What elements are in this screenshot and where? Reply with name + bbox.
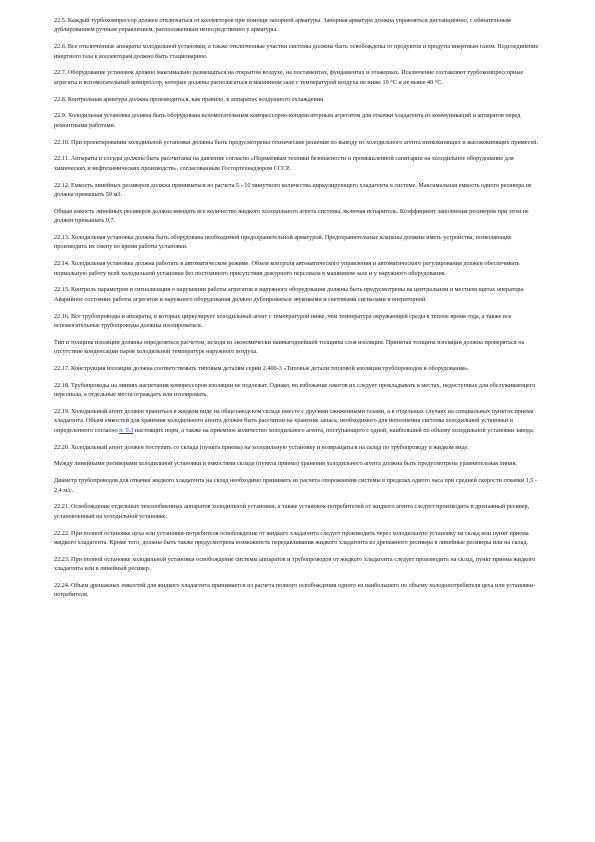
paragraph-22-9: 22.9. Холодильная установка должна быть оборудована вспомогательным компрессорно-конденсаторным агрегатом для откачки хладагента из коммуникаций и аппаратов перед ремонтными работами. (54, 112, 521, 129)
paragraph-22-8: 22.8. Контрольная арматура должна производиться, как правило, в аппаратах воздушного охлаждения. (54, 95, 325, 103)
paragraph-22-11: 22.11. Аппараты и сосуды должны быть рассчитаны на давление согласно «Нормативам техники безопасности и промышленной санитарии на холодильное оборудование для химических и нефтехимических производств», согласованным Госгортехнадзором СССР. (54, 155, 514, 172)
paragraph-22-12-continued: Общая емкость линейных ресиверов должна вмещать все количество жидкого холодильного агента системы, включая испаритель. Коэффициент заполнения ресиверов при этом не должен превышать 0,7. (54, 207, 529, 225)
paragraph-22-17: 22.17. Конструкция изоляции должна соответствовать типовым деталям серии 2.400-3 «Типовые детали тепловой изоляции трубопроводов и оборудования». (54, 365, 470, 373)
paragraph-22-12: 22.12. Емкость линейных ресиверов должна приниматься из расчета 5 - 10 минутного количества циркулирующего хладагента в системе. Максимальная емкость одного ресивера не должна превышать 50 м3. (54, 181, 532, 199)
paragraph-22-20: 22.20. Холодильный агент должен поступать со склада (пункта приема) на холодильную установку и возвращаться на склад по трубопроводу в жидком виде. (54, 443, 469, 451)
paragraph-22-16: 22.16. Все трубопроводы и аппараты, в которых циркулирует холодильный агент с температурой ниже, чем температура окружающей среды в теплое время года, а также все вспомогательные трубопроводы должны изолироваться. (54, 312, 512, 330)
paragraph-22-19 (54, 407, 541, 435)
paragraph-22-7: 22.7. Оборудование установок должно максимально размещаться на открытом воздухе, на постаментах, фундаментах и этажерках. Исключение составляют турбокомпрессорные агрегаты и вспомогательный компрессор, которые должны располагаться в машинном зале с температурой воздуха не ниже 10 °С и не выше 40 °С. (54, 69, 524, 86)
paragraph-22-19-text-start: 22.19. Холодильный агент должен храниться в жидком виде на общезаводском складе вместе с другими сжиженными газами, а в отдельных случаях на специальных пунктах приема хладагента. Объем емкостей для хранения холодильного агента должен быть рассчитан на хранение запаса, необходимого для пополнения системы холодильной установки и определенного согласно (54, 408, 534, 434)
paragraph-22-22: 22.22. При полной остановке цеха или установки-потребителя освобождение от жидкого хладагента следует производить через холодильную установку на склад или пункт приема жидкого хладагента. Кроме того, должна быть также предусмотрена возможность передавливания жидкого хладагента из дренажного ресивера в линейные ресиверы или на склад. (54, 529, 529, 547)
paragraph-22-10: 22.10. При проектировании холодильной установки должны быть предусмотрены технические решения по выводу из холодильного агента низкокипящих и высококипящих примесей. (54, 138, 539, 146)
paragraph-22-20-continued-b: Диаметр трубопроводов для откачки жидкого хладагента на склад необходимо принимать из расчета опорожнения системы в пределах одного часа при средней скорости откачки 1,5 - 2,4 м/с. (54, 477, 537, 494)
paragraph-22-5: 22.5. Каждый турбокомпрессор должен отключаться от коллекторов при помощи запорной арматуры. Запорная арматура должна управляться дистанционно, с обязательным дублированием ручным управлением, расположенным непосредственно у арматуры. (54, 17, 511, 34)
paragraph-22-24: 22.24. Объем дренажных емкостей для жидкого хладагента принимается из расчета полного освобождения одного из наибольшего по объему холодопотребителя цеха или установки-потребителя. (54, 582, 536, 599)
paragraph-22-23: 22.23. При полной остановке холодильной установки освобождение системы аппаратов и трубопроводов от жидкого хладагента следует производить на склад, пункт приема жидкого хладагента или в линейный ресивер. (54, 555, 536, 573)
paragraph-22-18: 22.18. Трубопроводы на линиях нагнетания компрессоров изоляции не подлежат. Однако, во избежание ожогов их следует прокладывать в местах, недоступных для обслуживающего персонала, а отдельные места ограждать или изолировать. (54, 381, 536, 399)
paragraph-22-20-continued-a: Между линейными ресиверами холодильной установки и емкостями склада (пункта приема) хранения холодильного агента должна быть предусмотрена уравнительная линия. (54, 460, 517, 468)
clause-9-3-link[interactable]: п. 9.3 (119, 426, 134, 434)
paragraph-22-15: 22.15. Контроль параметров и сигнализация о нарушении работы агрегатов и наружного оборудования должны быть предусмотрены на центральном и местном щитах оператора. Аварийное состояние работы агрегатов и наружного оборудования должно дублироваться звуковыми и световыми сигналами в операторной. (54, 286, 525, 303)
paragraph-22-6: 22.6. Все отключенные аппараты холодильной установки, а также отключенные участки системы должны быть освобождены от продуктов и продуты инертным газом. Подсоединение инертного газа к коллекторам должно быть стационарное. (54, 43, 539, 60)
paragraph-22-13: 22.13. Холодильная установка должна быть оборудована необходимой предохранительной арматурой. Предохранительные клапаны должны иметь устройства, позволяющие производить их смену во время работы установки. (54, 234, 512, 251)
paragraph-22-19-text-end: настоящих норм, а также на приемное количество холодильного агента, поступающего с одной, наибольшей по объему холодильной установки завода. (133, 426, 535, 434)
paragraph-22-14: 22.14. Холодильная установка должна работать в автоматическом режиме. Объем контроля автоматического управления и автоматического регулирования должен обеспечивать нормальную работу всей холодильной установки без постоянного присутствия дежурного персонала в машинном зале и у наружного оборудования. (54, 260, 520, 277)
paragraph-22-21: 22.21. Освобождение отдельных теплообменных аппаратов холодильной установки, а также установок-потребителей от жидкого агента следует производить в дренажный ресивер, установленный на холодильной установке. (54, 503, 530, 520)
paragraph-22-16-continued: Тип и толщина изоляции должны определяться расчетом, исходя из экономически наивыгоднейшей толщины слоя изоляции. Принятая толщина изоляции должна проверяться на отсутствие конденсации паров холодильной температуре наружного воздуха. (54, 338, 525, 356)
